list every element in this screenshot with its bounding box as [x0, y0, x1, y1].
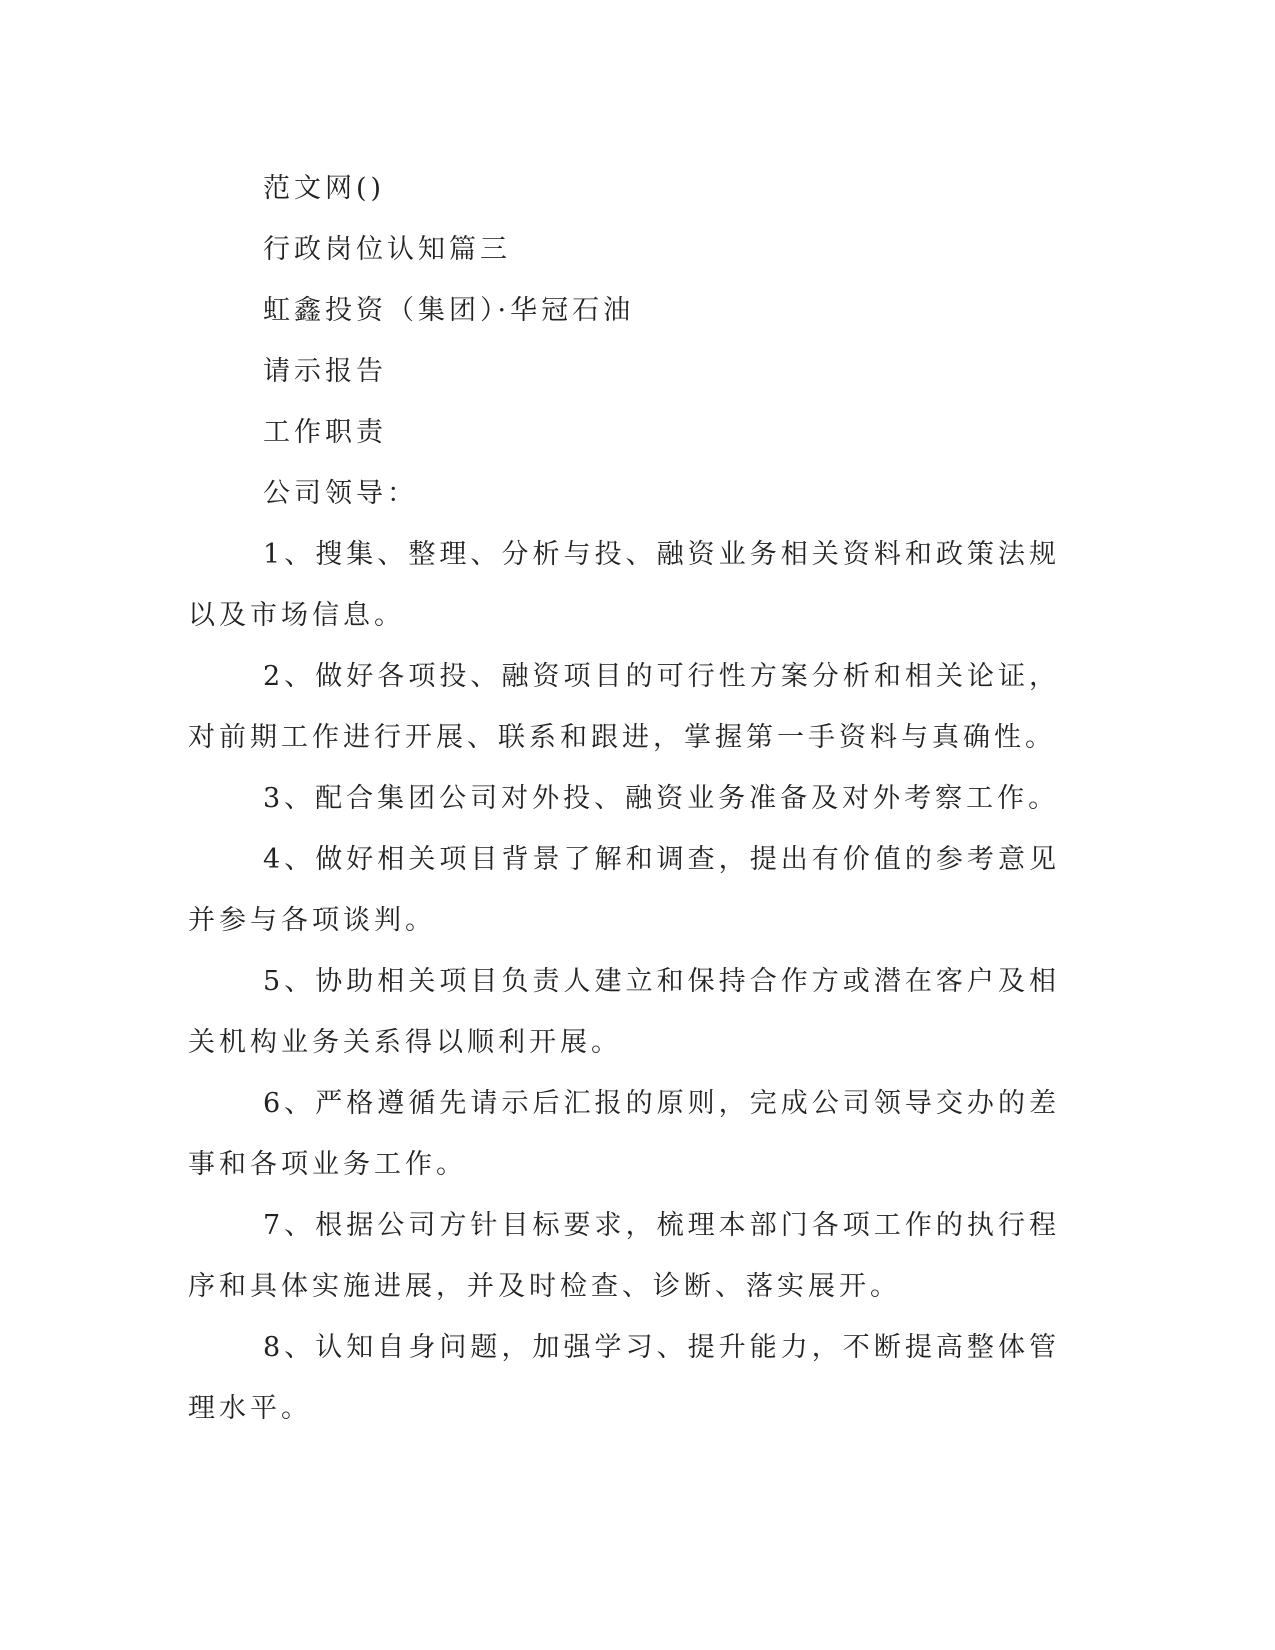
duty-item-5: 5、协助相关项目负责人建立和保持合作方或潜在客户及相关机构业务关系得以顺利开展。: [188, 966, 1060, 1058]
report-type: 请示报告: [263, 356, 387, 387]
section-heading: 工作职责: [263, 417, 387, 448]
site-name: 范文网(): [263, 173, 386, 204]
company-name: 虹鑫投资（集团）·华冠石油: [263, 295, 635, 326]
duty-item-4: 4、做好相关项目背景了解和调查，提出有价值的参考意见并参与各项谈判。: [188, 844, 1060, 936]
document-body: [188, 158, 1060, 1439]
duty-item-8: 8、认知自身问题，加强学习、提升能力，不断提高整体管理水平。: [188, 1332, 1060, 1424]
duty-item-7: 7、根据公司方针目标要求，梳理本部门各项工作的执行程序和具体实施进展，并及时检查、诊断、落实展开。: [188, 1210, 1060, 1302]
duty-item-1: 1、搜集、整理、分析与投、融资业务相关资料和政策法规以及市场信息。: [188, 539, 1060, 631]
salutation: 公司领导：: [263, 478, 418, 509]
duty-item-6: 6、严格遵循先请示后汇报的原则，完成公司领导交办的差事和各项业务工作。: [188, 1088, 1060, 1180]
duty-item-2: 2、做好各项投、融资项目的可行性方案分析和相关论证，对前期工作进行开展、联系和跟进，掌握第一手资料与真确性。: [188, 661, 1060, 753]
document-title: 行政岗位认知篇三: [263, 234, 511, 265]
duty-item-3: 3、配合集团公司对外投、融资业务准备及对外考察工作。: [263, 783, 1060, 814]
